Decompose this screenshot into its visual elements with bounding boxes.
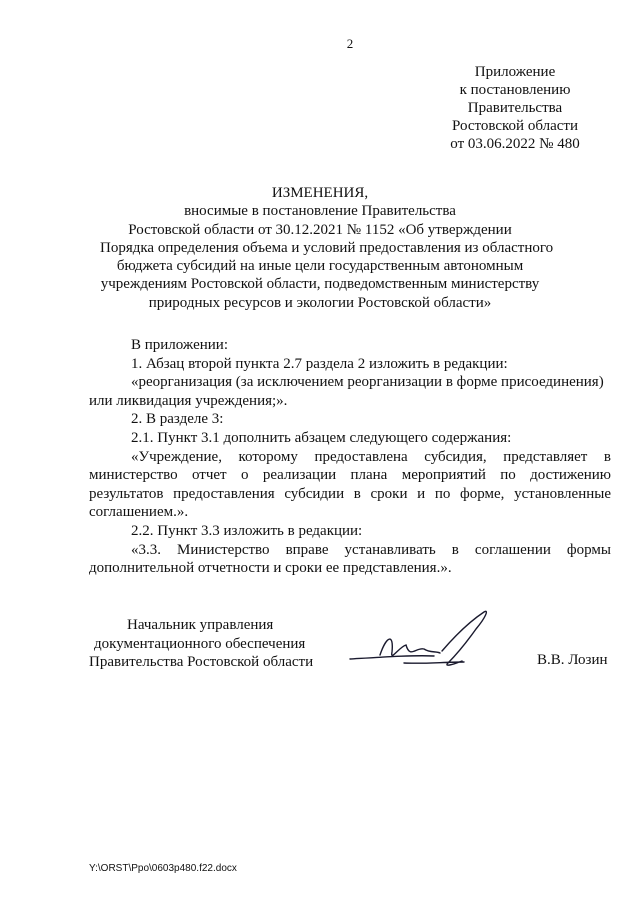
body-paragraph: «реорганизация (за исключением реорганизации в форме присоединения) — [131, 374, 604, 391]
page-number: 2 — [346, 36, 354, 51]
signatory-title — [89, 616, 313, 672]
title-line: учреждениям Ростовской области, подведомственным министерству — [100, 276, 540, 293]
body-paragraph: или ликвидация учреждения;». — [89, 392, 288, 409]
appendix-line: Ростовской области — [452, 118, 578, 134]
body-paragraph: 2. В разделе 3: — [131, 411, 224, 428]
body-paragraph: 1. Абзац второй пункта 2.7 раздела 2 изложить в редакции: — [131, 355, 508, 372]
document-title — [100, 184, 554, 312]
body-paragraph: В приложении: — [131, 337, 228, 353]
title-heading: ИЗМЕНЕНИЯ, — [271, 185, 369, 201]
document-body — [89, 336, 611, 578]
title-line: природных ресурсов и экологии Ростовской области» — [148, 294, 492, 311]
title-line: бюджета субсидий на иные цели государственным автономным — [116, 258, 524, 275]
signatory-line: документационного обеспечения — [94, 635, 306, 652]
body-paragraph: «Учреждение, которому предоставлена субсидия, представляет в министерство отчет о реализации плана мероприятий по достижению результатов предоставления субсидии в сроки и по форме, установленные соглашением.». — [89, 448, 611, 521]
file-path: Y:\ORST\Ppo\0603p480.f22.docx — [89, 863, 237, 874]
appendix-line: к постановлению — [459, 82, 571, 98]
appendix-block — [440, 63, 590, 153]
appendix-line: Правительства — [467, 100, 563, 116]
body-paragraph: «3.3. Министерство вправе устанавливать в соглашении формы дополнительной отчетности и сроки ее представления.». — [89, 541, 611, 577]
appendix-line: Приложение — [474, 64, 556, 80]
handwritten-signature — [344, 607, 504, 677]
title-line: Ростовской области от 30.12.2021 № 1152 «Об утверждении — [128, 221, 512, 238]
signatory-line: Начальник управления — [127, 617, 274, 633]
signatory-line: Правительства Ростовской области — [89, 654, 314, 670]
body-paragraph: 2.2. Пункт 3.3 изложить в редакции: — [131, 522, 363, 539]
signatory-name: В.В. Лозин — [537, 652, 608, 668]
body-paragraph: 2.1. Пункт 3.1 дополнить абзацем следующего содержания: — [131, 429, 512, 446]
title-line: вносимые в постановление Правительства — [184, 203, 456, 220]
appendix-line: от 03.06.2022 № 480 — [450, 136, 580, 152]
title-line: Порядка определения объема и условий предоставления из областного — [100, 239, 554, 256]
